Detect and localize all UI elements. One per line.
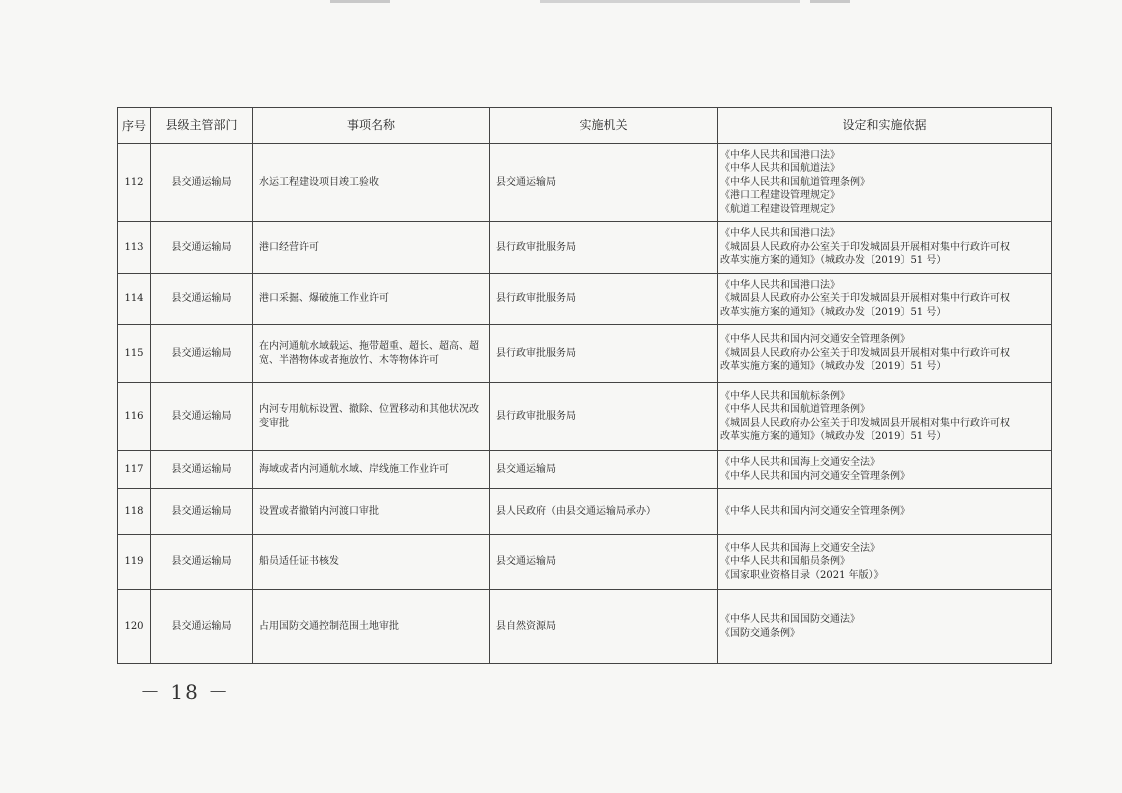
cell-seq: 116 xyxy=(118,383,151,451)
table-row xyxy=(118,451,1052,489)
basis-line: 《中华人民共和国航道法》 xyxy=(720,163,840,175)
basis-line: 《中华人民共和国国防交通法》 xyxy=(720,614,860,625)
page-number: － 18 － xyxy=(140,680,231,704)
table-row xyxy=(118,274,1052,325)
table-row xyxy=(118,222,1052,274)
cell-basis xyxy=(718,144,1052,222)
cell-seq: 117 xyxy=(118,451,151,489)
cell-dept: 县交通运输局 xyxy=(151,489,253,535)
header-basis: 设定和实施依据 xyxy=(718,108,1052,144)
basis-line: 《中华人民共和国航道管理条例》 xyxy=(720,404,870,415)
cell-item: 水运工程建设项目竣工验收 xyxy=(253,144,490,222)
basis-line: 《城固县人民政府办公室关于印发城固县开展相对集中行政许可权 xyxy=(720,417,1010,429)
cell-basis xyxy=(718,274,1052,325)
cell-agency: 县交通运输局 xyxy=(490,451,718,489)
cell-agency: 县行政审批服务局 xyxy=(490,325,718,383)
cell-agency: 县人民政府（由县交通运输局承办） xyxy=(490,489,718,535)
cell-item: 港口经营许可 xyxy=(253,222,490,274)
basis-line: 改革实施方案的通知》（城政办发〔2019〕51 号） xyxy=(720,255,947,267)
cell-item: 海域或者内河通航水域、岸线施工作业许可 xyxy=(253,451,490,489)
basis-line: 《中华人民共和国航道管理条例》 xyxy=(720,176,870,188)
table-row xyxy=(118,590,1052,664)
cell-seq: 115 xyxy=(118,325,151,383)
cell-basis xyxy=(718,489,1052,535)
cell-dept: 县交通运输局 xyxy=(151,535,253,590)
cell-seq: 113 xyxy=(118,222,151,274)
cell-item: 内河专用航标设置、撤除、位置移动和其他状况改变审批 xyxy=(253,383,490,451)
cell-agency: 县行政审批服务局 xyxy=(490,222,718,274)
approval-items-table xyxy=(117,107,1052,664)
cell-basis xyxy=(718,383,1052,451)
cell-dept: 县交通运输局 xyxy=(151,144,253,222)
cell-seq: 112 xyxy=(118,144,151,222)
table-row xyxy=(118,144,1052,222)
cell-agency: 县交通运输局 xyxy=(490,144,718,222)
header-dept: 县级主管部门 xyxy=(151,108,253,144)
table-row xyxy=(118,489,1052,535)
table-row xyxy=(118,325,1052,383)
basis-line: 《中华人民共和国内河交通安全管理条例》 xyxy=(720,505,910,517)
scan-edge-mark xyxy=(540,0,800,3)
cell-seq: 118 xyxy=(118,489,151,535)
cell-basis xyxy=(718,325,1052,383)
table-header-row xyxy=(118,108,1052,144)
cell-agency: 县自然资源局 xyxy=(490,590,718,664)
basis-line: 《城固县人民政府办公室关于印发城固县开展相对集中行政许可权 xyxy=(720,241,1010,253)
cell-basis xyxy=(718,222,1052,274)
basis-line: 改革实施方案的通知》（城政办发〔2019〕51 号） xyxy=(720,431,947,442)
header-seq: 序号 xyxy=(118,108,151,144)
cell-dept: 县交通运输局 xyxy=(151,222,253,274)
cell-dept: 县交通运输局 xyxy=(151,274,253,325)
table-row xyxy=(118,383,1052,451)
cell-dept: 县交通运输局 xyxy=(151,325,253,383)
cell-basis xyxy=(718,451,1052,489)
header-item: 事项名称 xyxy=(253,108,490,144)
cell-dept: 县交通运输局 xyxy=(151,383,253,451)
basis-line: 改革实施方案的通知》（城政办发〔2019〕51 号） xyxy=(720,306,947,318)
basis-line: 《中华人民共和国船员条例》 xyxy=(720,556,850,568)
basis-line: 《城固县人民政府办公室关于印发城固县开展相对集中行政许可权 xyxy=(720,293,1010,305)
basis-line: 《中华人民共和国海上交通安全法》 xyxy=(720,457,880,468)
scan-edge-mark xyxy=(810,0,850,3)
basis-line: 《中华人民共和国海上交通安全法》 xyxy=(720,542,880,554)
cell-dept: 县交通运输局 xyxy=(151,590,253,664)
basis-line: 《国家职业资格目录（2021 年版）》 xyxy=(720,569,884,581)
basis-line: 《城固县人民政府办公室关于印发城固县开展相对集中行政许可权 xyxy=(720,347,1010,359)
cell-seq: 120 xyxy=(118,590,151,664)
header-agency: 实施机关 xyxy=(490,108,718,144)
table-row xyxy=(118,535,1052,590)
basis-line: 《国防交通条例》 xyxy=(720,627,800,639)
cell-seq: 114 xyxy=(118,274,151,325)
cell-item: 在内河通航水域载运、拖带超重、超长、超高、超宽、半潜物体或者拖放竹、木等物体许可 xyxy=(253,325,490,383)
cell-item: 设置或者撤销内河渡口审批 xyxy=(253,489,490,535)
basis-line: 《中华人民共和国内河交通安全管理条例》 xyxy=(720,470,910,482)
basis-line: 《中华人民共和国航标条例》 xyxy=(720,390,850,402)
basis-line: 《中华人民共和国港口法》 xyxy=(720,228,840,240)
cell-item: 港口采掘、爆破施工作业许可 xyxy=(253,274,490,325)
basis-line: 《中华人民共和国内河交通安全管理条例》 xyxy=(720,334,910,346)
scan-edge-mark xyxy=(330,0,390,3)
cell-dept: 县交通运输局 xyxy=(151,451,253,489)
basis-line: 《中华人民共和国港口法》 xyxy=(720,279,840,291)
cell-seq: 119 xyxy=(118,535,151,590)
basis-line: 《中华人民共和国港口法》 xyxy=(720,149,840,161)
cell-item: 占用国防交通控制范围土地审批 xyxy=(253,590,490,664)
cell-agency: 县交通运输局 xyxy=(490,535,718,590)
cell-basis xyxy=(718,535,1052,590)
basis-line: 改革实施方案的通知》（城政办发〔2019〕51 号） xyxy=(720,361,947,373)
cell-agency: 县行政审批服务局 xyxy=(490,274,718,325)
cell-item: 船员适任证书核发 xyxy=(253,535,490,590)
cell-basis xyxy=(718,590,1052,664)
basis-line: 《航道工程建设管理规定》 xyxy=(720,203,840,215)
cell-agency: 县行政审批服务局 xyxy=(490,383,718,451)
basis-line: 《港口工程建设管理规定》 xyxy=(720,190,840,202)
